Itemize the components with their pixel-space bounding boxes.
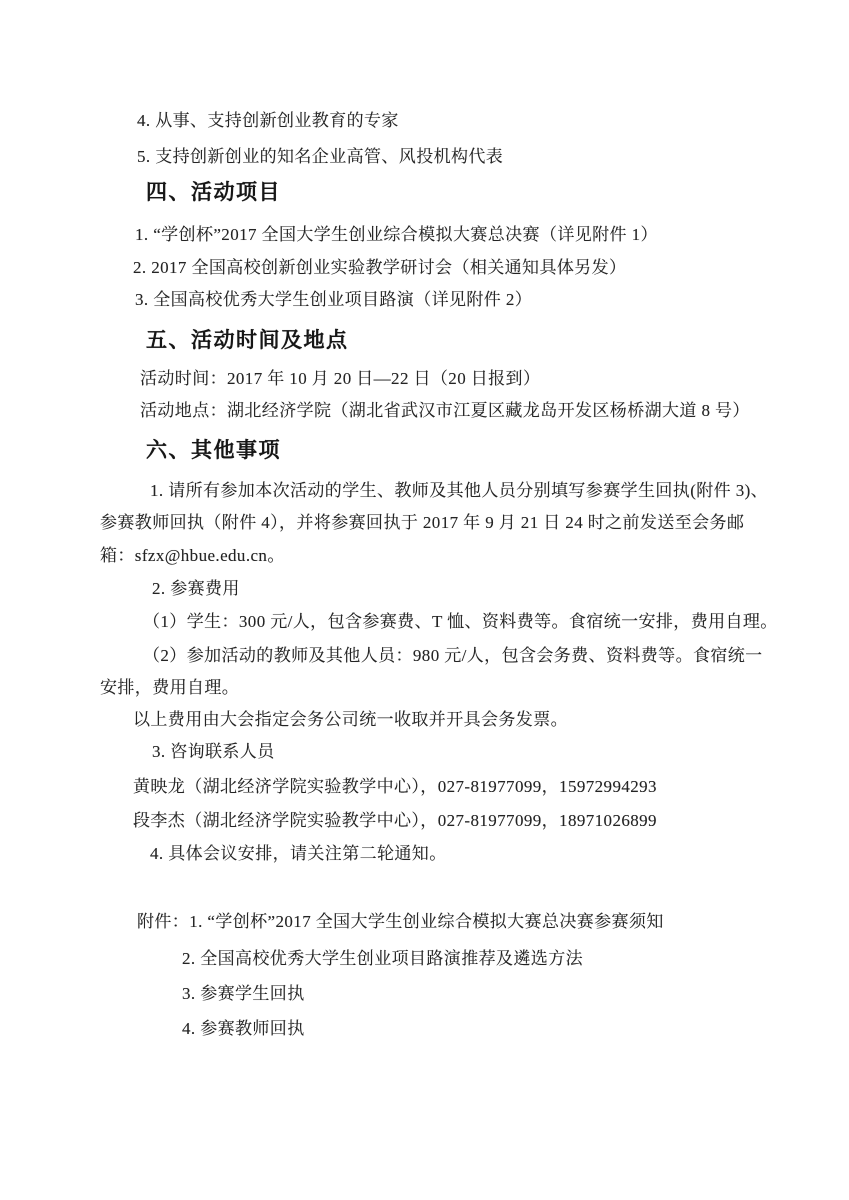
activity-item-3: 3. 全国高校优秀大学生创业项目路演（详见附件 2） xyxy=(135,290,533,309)
other-item-1-line-2: 参赛教师回执（附件 4），并将参赛回执于 2017 年 9 月 21 日 24 时之前发送至会务邮 xyxy=(100,513,745,532)
attachment-list-item-4: 4. 参赛教师回执 xyxy=(182,1019,305,1038)
event-time-line: 活动时间：2017 年 10 月 20 日—22 日（20 日报到） xyxy=(140,369,541,388)
fee-teachers-line-2: 安排，费用自理。 xyxy=(100,678,240,697)
activity-item-2: 2. 2017 全国高校创新创业实验教学研讨会（相关通知具体另发） xyxy=(133,258,627,277)
fee-teachers-line-1: （2）参加活动的教师及其他人员：980 元/人，包含会务费、资料费等。食宿统一 xyxy=(143,646,763,665)
other-item-2-fees-title: 2. 参赛费用 xyxy=(152,579,240,598)
contact-line-duan: 段李杰（湖北经济学院实验教学中心），027-81977099，18971026899 xyxy=(133,811,657,830)
contact-line-huang: 黄映龙（湖北经济学院实验教学中心），027-81977099，15972994293 xyxy=(133,777,657,796)
list-item-expert: 4. 从事、支持创新创业教育的专家 xyxy=(137,111,399,130)
section-heading-other: 六、其他事项 xyxy=(146,439,281,462)
fee-students-line: （1）学生：300 元/人，包含参赛费、T 恤、资料费等。食宿统一安排，费用自理。 xyxy=(143,612,778,631)
other-item-3-contacts-title: 3. 咨询联系人员 xyxy=(152,742,275,761)
activity-item-1: 1. “学创杯”2017 全国大学生创业综合模拟大赛总决赛（详见附件 1） xyxy=(135,225,658,244)
attachment-list-item-2: 2. 全国高校优秀大学生创业项目路演推荐及遴选方法 xyxy=(182,949,583,968)
attachment-list-item-1: 附件：1. “学创杯”2017 全国大学生创业综合模拟大赛总决赛参赛须知 xyxy=(137,912,664,931)
attachment-list-item-3: 3. 参赛学生回执 xyxy=(182,984,305,1003)
list-item-executives: 5. 支持创新创业的知名企业高管、风投机构代表 xyxy=(137,147,504,166)
other-item-1-line-1: 1. 请所有参加本次活动的学生、教师及其他人员分别填写参赛学生回执(附件 3)、 xyxy=(150,481,769,500)
section-heading-time-place: 五、活动时间及地点 xyxy=(146,329,349,352)
event-location-line: 活动地点：湖北经济学院（湖北省武汉市江夏区藏龙岛开发区杨桥湖大道 8 号） xyxy=(140,401,750,420)
section-heading-activities: 四、活动项目 xyxy=(146,181,281,204)
other-item-1-line-3-email: 箱：sfzx@hbue.edu.cn。 xyxy=(100,546,285,565)
fee-invoice-note: 以上费用由大会指定会务公司统一收取并开具会务发票。 xyxy=(133,710,568,729)
other-item-4-schedule-note: 4. 具体会议安排，请关注第二轮通知。 xyxy=(150,844,447,863)
